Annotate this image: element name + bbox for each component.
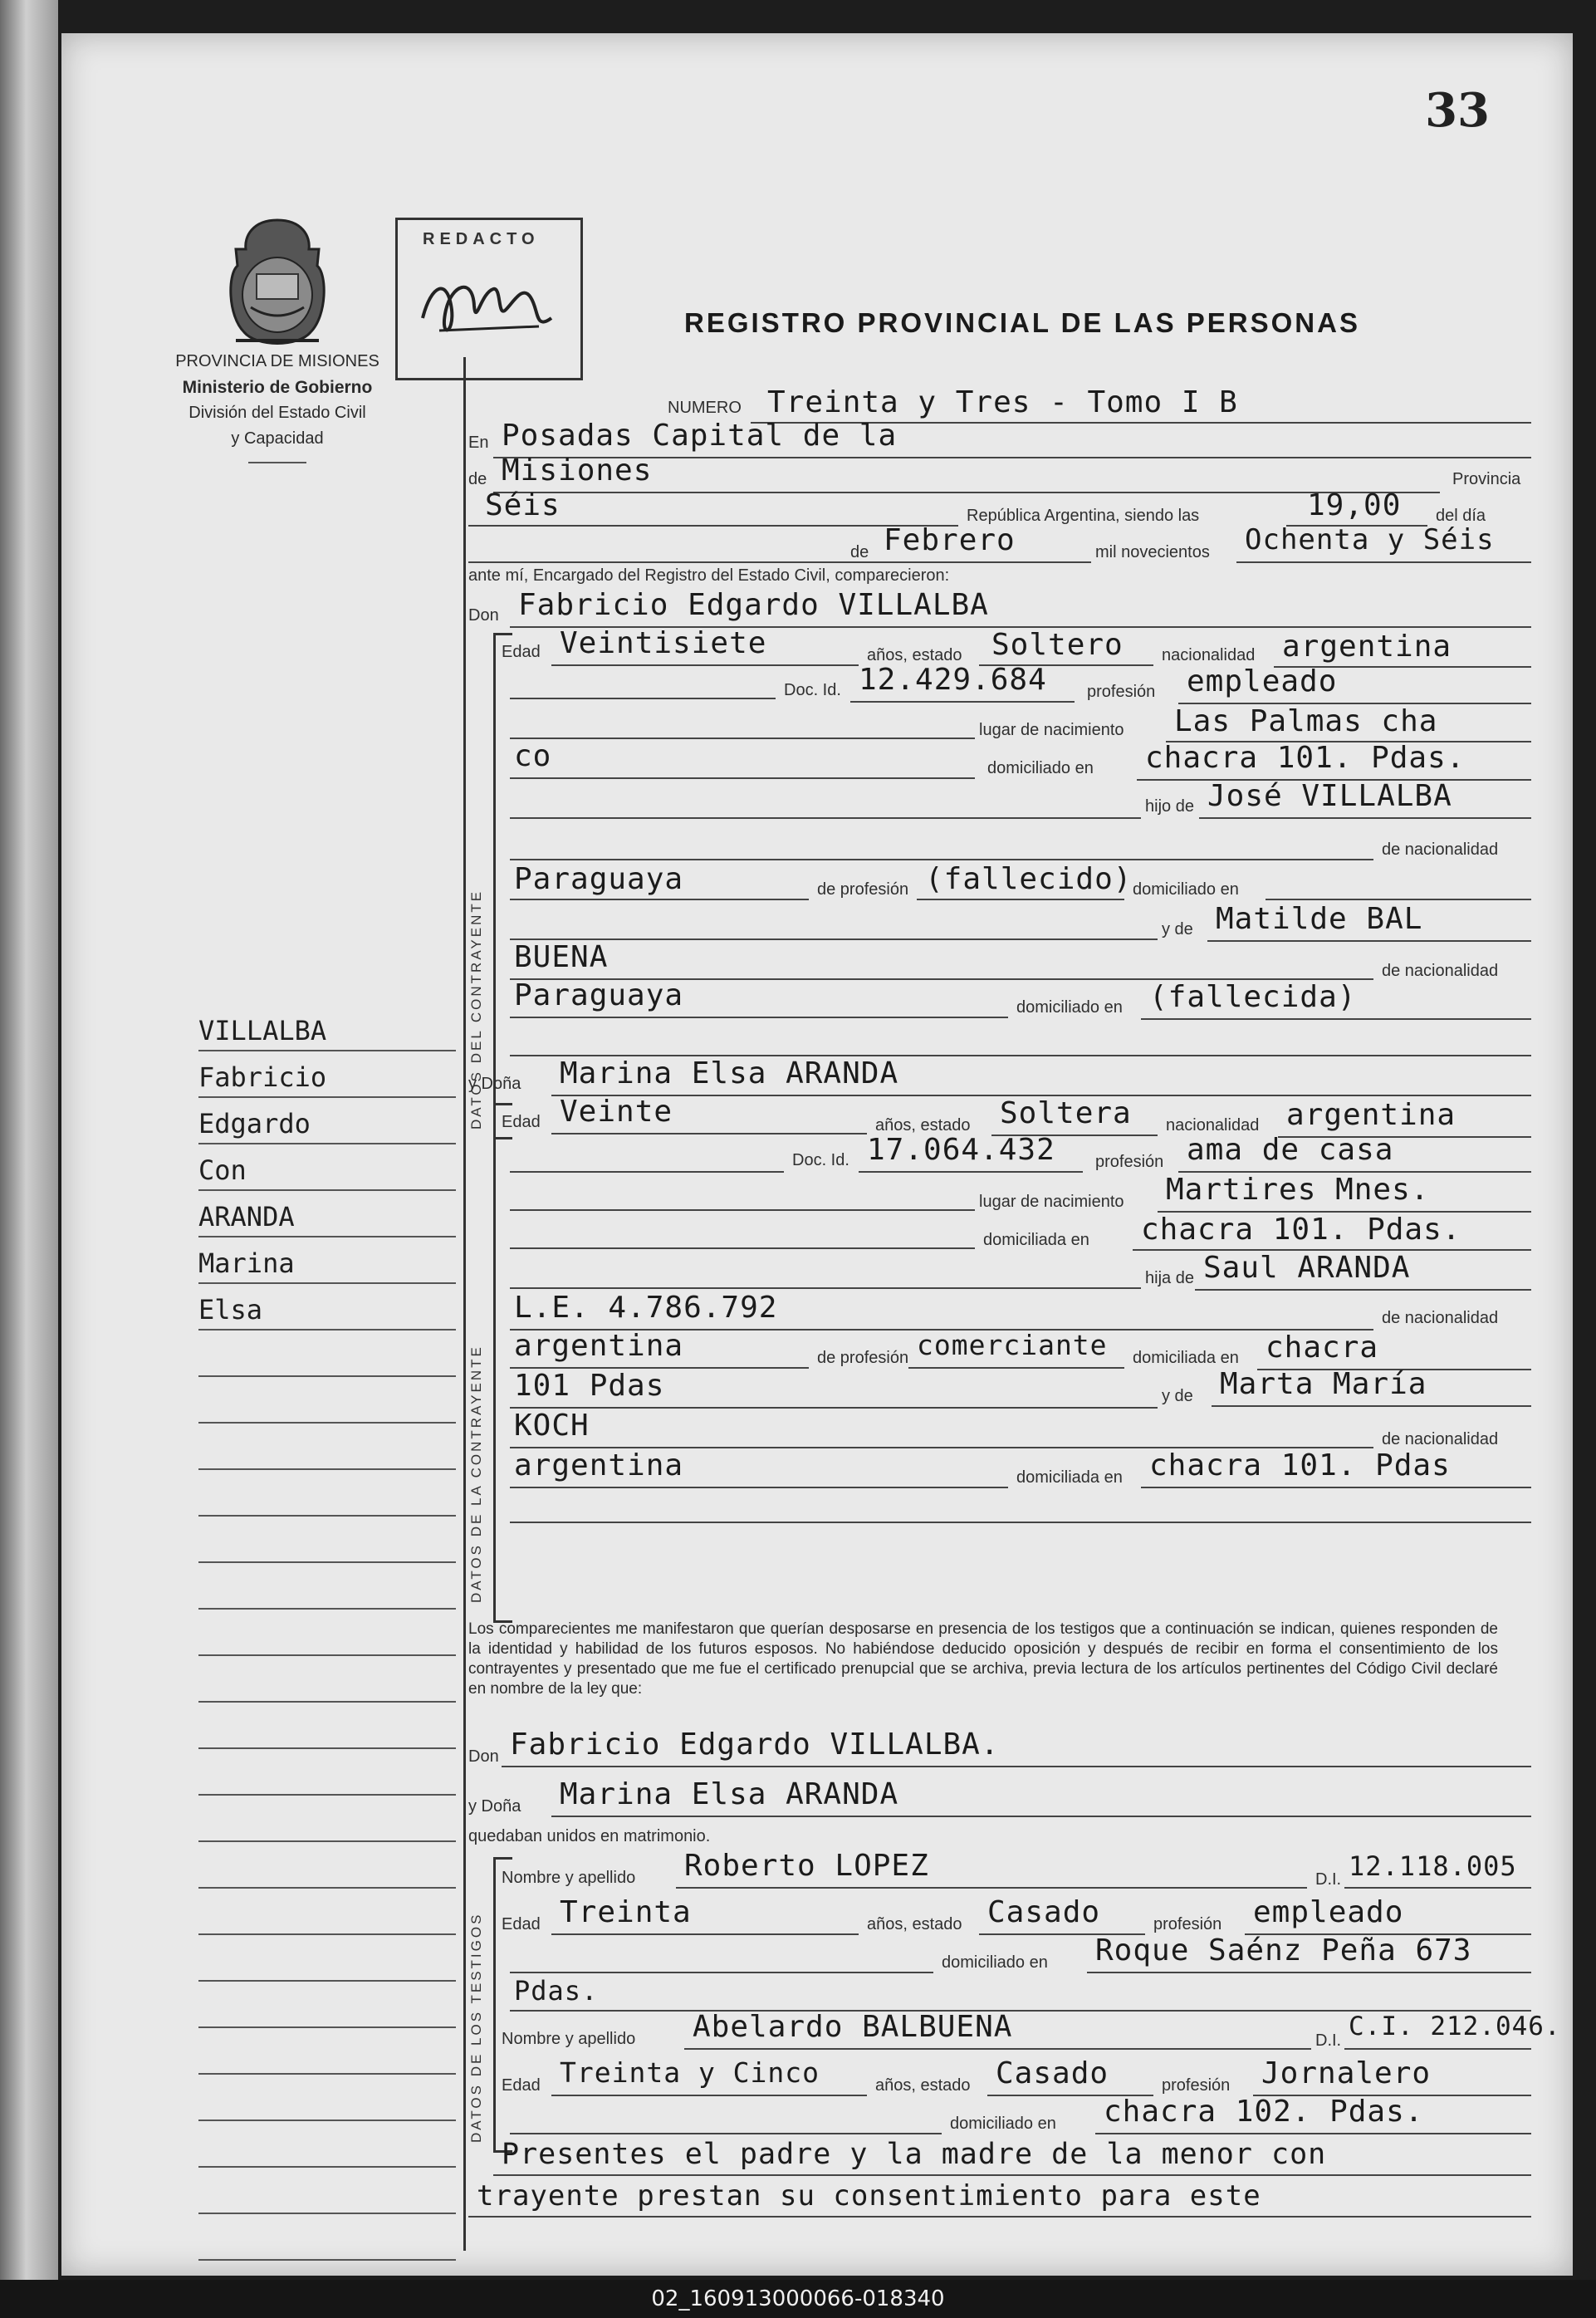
numero-label: NUMERO bbox=[668, 399, 742, 417]
witness-section-bracket bbox=[493, 1857, 512, 2153]
groom-father-prof-line bbox=[917, 899, 1124, 900]
margin-blank-line bbox=[198, 1377, 456, 1424]
domiciliada-en-label: domiciliada en bbox=[1133, 1349, 1239, 1367]
witness-side-label: DATOS DE LOS TESTIGOS bbox=[468, 1912, 484, 2143]
estado-label: años, estado bbox=[867, 646, 962, 664]
witness2-dom-line bbox=[1095, 2133, 1531, 2134]
margin-name: Marina bbox=[198, 1237, 456, 1284]
margin-name: Elsa bbox=[198, 1284, 456, 1331]
margin-blank-line bbox=[198, 1517, 456, 1563]
witness2-name-line bbox=[684, 2048, 1311, 2050]
left-page-edge bbox=[0, 0, 58, 2280]
margin-blank-line bbox=[198, 1749, 456, 1796]
witness2-di-line bbox=[1344, 2048, 1531, 2050]
witness1-name: Roberto LOPEZ bbox=[684, 1849, 929, 1883]
nombre-label: Nombre y apellido bbox=[502, 1869, 636, 1887]
bride-father-prof: comerciante bbox=[917, 1329, 1108, 1361]
witness1-dom-line bbox=[1087, 1972, 1531, 1973]
bride-name: Marina Elsa ARANDA bbox=[560, 1056, 899, 1090]
union-groom-line bbox=[502, 1766, 1531, 1767]
bride-father-doc: L.E. 4.786.792 bbox=[514, 1291, 778, 1325]
de-profesion-label: de profesión bbox=[817, 880, 909, 899]
margin-blank-line bbox=[198, 2075, 456, 2121]
groom-mother-nac-line bbox=[510, 1017, 1008, 1018]
margin-name: Fabricio bbox=[198, 1051, 456, 1098]
bride-doc: 17.064.432 bbox=[867, 1133, 1055, 1167]
groom-age: Veintisiete bbox=[560, 626, 767, 660]
witness1-dom-cont: Pdas. bbox=[514, 1975, 599, 2007]
bride-doc-line bbox=[859, 1171, 1083, 1173]
year-line bbox=[1236, 561, 1531, 563]
lugar-label: lugar de nacimiento bbox=[979, 721, 1124, 739]
republica-label: República Argentina, siendo las bbox=[967, 507, 1200, 525]
domiciliado-en-label: domiciliado en bbox=[1133, 880, 1239, 899]
groom-mother: Matilde BAL bbox=[1216, 902, 1423, 936]
witness2-age: Treinta y Cinco bbox=[560, 2056, 820, 2089]
nacionalidad-label: nacionalidad bbox=[1166, 1116, 1260, 1134]
groom-father-prof: (fallecido) bbox=[925, 862, 1133, 896]
bride-side-label: DATOS DE LA CONTRAYENTE bbox=[468, 1345, 484, 1603]
blank-line bbox=[510, 698, 776, 699]
union-bride-line bbox=[551, 1816, 1531, 1817]
groom-domicilio: chacra 101. Pdas. bbox=[1145, 741, 1466, 775]
margin-blank-line bbox=[198, 2121, 456, 2168]
blank-line bbox=[510, 817, 1141, 819]
bride-father-dom-cont-line bbox=[510, 1407, 1158, 1409]
bride-mother-line bbox=[1212, 1405, 1531, 1407]
doc-label: Doc. Id. bbox=[784, 681, 841, 699]
witness2-profesion: Jornalero bbox=[1261, 2056, 1432, 2090]
witness2-estado: Casado bbox=[996, 2056, 1109, 2090]
bride-section-bracket bbox=[493, 1103, 512, 1623]
domicilio-label: domiciliado en bbox=[950, 2115, 1056, 2133]
coat-of-arms-seal-icon bbox=[219, 216, 335, 357]
witness1-domicilio: Roque Saénz Peña 673 bbox=[1095, 1933, 1472, 1968]
di-label: D.I. bbox=[1315, 1870, 1342, 1889]
groom-name: Fabricio Edgardo VILLALBA bbox=[518, 588, 989, 622]
doc-label: Doc. Id. bbox=[792, 1151, 849, 1169]
groom-father-nac: Paraguaya bbox=[514, 862, 684, 896]
province-value: Misiones bbox=[502, 453, 653, 488]
provincia-label: Provincia bbox=[1452, 470, 1521, 488]
bride-father-dom-cont: 101 Pdas bbox=[514, 1369, 665, 1403]
bride-estado: Soltera bbox=[1000, 1096, 1132, 1130]
bride-father-line bbox=[1195, 1289, 1531, 1291]
margin-blank-line bbox=[198, 1470, 456, 1517]
note-line bbox=[468, 2216, 1531, 2218]
bride-father: Saul ARANDA bbox=[1203, 1251, 1411, 1285]
blank-line bbox=[510, 1171, 784, 1173]
capacity-line: y Capacidad bbox=[231, 429, 324, 448]
ministry-line: Ministerio de Gobierno bbox=[182, 378, 373, 397]
margin-blank-line bbox=[198, 1935, 456, 1982]
bride-mother-cont: KOCH bbox=[514, 1409, 590, 1443]
estado-label: años, estado bbox=[875, 1116, 971, 1134]
bride-mother-nac-line bbox=[510, 1487, 1008, 1488]
groom-father-nac-line bbox=[510, 899, 809, 900]
margin-blank-line bbox=[198, 1656, 456, 1703]
witness1-name-line bbox=[676, 1887, 1307, 1889]
blank-line bbox=[510, 859, 1373, 860]
margin-blank-line bbox=[198, 2214, 456, 2261]
de-mes-label: de bbox=[850, 543, 869, 561]
de-nacionalidad-label: de nacionalidad bbox=[1382, 962, 1499, 980]
witness2-age-line bbox=[551, 2095, 867, 2096]
groom-father-line bbox=[1199, 817, 1531, 819]
profesion-label: profesión bbox=[1087, 683, 1156, 701]
domicilio-label: domiciliada en bbox=[983, 1231, 1089, 1249]
witness2-di: C.I. 212.046. bbox=[1349, 2012, 1561, 2041]
margin-blank-line bbox=[198, 1889, 456, 1935]
margin-blank-line bbox=[198, 1703, 456, 1749]
groom-nacionalidad: argentina bbox=[1282, 630, 1452, 664]
bride-mother-dom-line bbox=[1141, 1487, 1531, 1488]
groom-mother-nac: Paraguaya bbox=[514, 978, 684, 1012]
margin-blank-line bbox=[198, 1424, 456, 1470]
en-value: Posadas Capital de la bbox=[502, 419, 898, 453]
ante-text: ante mí, Encargado del Registro del Estado Civil, comparecieron: bbox=[468, 566, 950, 585]
edad-label: Edad bbox=[502, 2076, 541, 2095]
year-value: Ochenta y Séis bbox=[1245, 523, 1495, 556]
day-value: Séis bbox=[485, 488, 561, 522]
bride-mother: Marta María bbox=[1220, 1367, 1427, 1401]
bride-mother-nac: argentina bbox=[514, 1448, 684, 1482]
nombre-label: Nombre y apellido bbox=[502, 2030, 636, 2048]
bride-profesion: ama de casa bbox=[1187, 1133, 1394, 1167]
blank-line bbox=[510, 1247, 975, 1249]
profesion-label: profesión bbox=[1153, 1915, 1222, 1933]
redacto-label: REDACTO bbox=[423, 230, 540, 248]
bride-lugar: Martires Mnes. bbox=[1166, 1173, 1430, 1207]
don-label: Don bbox=[468, 1747, 499, 1766]
margin-blank-line bbox=[198, 1842, 456, 1889]
province-line bbox=[493, 492, 1440, 493]
en-label: En bbox=[468, 434, 489, 452]
witness2-name: Abelardo BALBUENA bbox=[693, 2010, 1013, 2044]
edad-label: Edad bbox=[502, 1113, 541, 1131]
union-groom: Fabricio Edgardo VILLALBA. bbox=[510, 1727, 1000, 1762]
groom-father: José VILLALBA bbox=[1207, 779, 1452, 813]
groom-lugar-cont-line bbox=[510, 777, 975, 779]
groom-side-label: DATOS DEL CONTRAYENTE bbox=[468, 889, 484, 1130]
matrimonio-text: quedaban unidos en matrimonio. bbox=[468, 1827, 711, 1845]
margin-blank-line bbox=[198, 1982, 456, 2028]
domiciliada-en-label: domiciliada en bbox=[1016, 1468, 1123, 1487]
bride-father-dom: chacra bbox=[1266, 1331, 1379, 1365]
blank-line bbox=[510, 1287, 1141, 1289]
redacto-stamp bbox=[395, 218, 583, 380]
groom-doc: 12.429.684 bbox=[859, 663, 1047, 697]
dona-label: y Doña bbox=[468, 1797, 521, 1816]
estado-label: años, estado bbox=[875, 2076, 971, 2095]
edad-label: Edad bbox=[502, 1915, 541, 1933]
margin-blank-line bbox=[198, 2028, 456, 2075]
de-nacionalidad-label: de nacionalidad bbox=[1382, 1309, 1499, 1327]
groom-section-bracket bbox=[493, 633, 512, 1139]
blank-line bbox=[510, 738, 975, 739]
province-line: PROVINCIA DE MISIONES bbox=[175, 352, 379, 370]
y-de-label: y de bbox=[1162, 920, 1193, 938]
note-line bbox=[493, 2174, 1531, 2176]
margin-name: Edgardo bbox=[198, 1098, 456, 1144]
margin-notes bbox=[198, 1005, 456, 2261]
witness1-estado: Casado bbox=[987, 1895, 1101, 1929]
del-dia-label: del día bbox=[1436, 507, 1486, 525]
nacionalidad-label: nacionalidad bbox=[1162, 646, 1256, 664]
groom-mother-line bbox=[1207, 940, 1531, 942]
margin-blank-line bbox=[198, 1563, 456, 1610]
witness1-age: Treinta bbox=[560, 1895, 692, 1929]
domicilio-label: domiciliado en bbox=[987, 759, 1094, 777]
hour-value: 19,00 bbox=[1307, 488, 1402, 522]
bride-nacionalidad: argentina bbox=[1286, 1098, 1456, 1132]
page-number: 33 bbox=[1425, 83, 1490, 138]
margin-blank-line bbox=[198, 1796, 456, 1842]
month-line bbox=[468, 561, 1091, 563]
witness1-di: 12.118.005 bbox=[1349, 1850, 1517, 1882]
groom-lugar: Las Palmas cha bbox=[1174, 704, 1438, 738]
estado-label: años, estado bbox=[867, 1915, 962, 1933]
bride-father-nac: argentina bbox=[514, 1329, 684, 1363]
declaration-text: Los comparecientes me manifestaron que querían desposarse en presencia de los testigos que a continuación se indican, quienes responden de la identidad y habilidad de los futuros esposos. No habiéndose deducido oposición y después de recibir en forma el consentimiento de los contrayentes y presentado que me fue el certificado prenupcial que se archiva, previa lectura de los artículos pertinentes del Código Civil declaré en nombre de la ley que: bbox=[468, 1620, 1498, 1698]
document-page bbox=[61, 33, 1573, 2276]
groom-age-line bbox=[551, 664, 859, 666]
handwritten-initial-icon bbox=[414, 260, 564, 351]
groom-father-dom-line bbox=[1266, 899, 1531, 900]
groom-estado: Soltero bbox=[991, 628, 1124, 662]
domiciliado-en-label: domiciliado en bbox=[1016, 998, 1123, 1017]
mil-label: mil novecientos bbox=[1095, 543, 1210, 561]
witness1-di-line bbox=[1344, 1887, 1531, 1889]
lugar-label: lugar de nacimiento bbox=[979, 1193, 1124, 1211]
margin-blank-line bbox=[198, 2168, 456, 2214]
don-label: Don bbox=[468, 606, 499, 625]
document-title: REGISTRO PROVINCIAL DE LAS PERSONAS bbox=[684, 307, 1360, 338]
bride-domicilio: chacra 101. Pdas. bbox=[1141, 1213, 1461, 1247]
blank-line bbox=[510, 1522, 1531, 1523]
de-nacionalidad-label: de nacionalidad bbox=[1382, 840, 1499, 859]
bride-age: Veinte bbox=[560, 1095, 673, 1129]
de-label: de bbox=[468, 470, 487, 488]
margin-blank-line bbox=[198, 1610, 456, 1656]
consent-note-line2: trayente prestan su consentimiento para este bbox=[477, 2179, 1261, 2213]
division-line: División del Estado Civil bbox=[188, 404, 366, 422]
witness1-profesion: empleado bbox=[1253, 1895, 1404, 1929]
groom-mother-dom: (fallecida) bbox=[1149, 980, 1357, 1014]
domicilio-label: domiciliado en bbox=[942, 1953, 1048, 1972]
y-de-label: y de bbox=[1162, 1387, 1193, 1405]
profesion-label: profesión bbox=[1162, 2076, 1231, 2095]
bride-age-line bbox=[551, 1133, 867, 1134]
margin-surname: ARANDA bbox=[198, 1191, 456, 1237]
groom-lugar-cont: co bbox=[514, 739, 552, 773]
union-bride: Marina Elsa ARANDA bbox=[560, 1777, 899, 1811]
de-profesion-label: de profesión bbox=[817, 1349, 909, 1367]
consent-note-line1: Presentes el padre y la madre de la menor con bbox=[502, 2138, 1327, 2171]
bride-mother-dom: chacra 101. Pdas bbox=[1149, 1448, 1451, 1482]
witness2-domicilio: chacra 102. Pdas. bbox=[1104, 2095, 1424, 2129]
margin-conjunction: Con bbox=[198, 1144, 456, 1191]
di-label: D.I. bbox=[1315, 2031, 1342, 2050]
groom-mother-dom-line bbox=[1141, 1018, 1531, 1020]
hijo-label: hijo de bbox=[1145, 797, 1194, 816]
blank-line bbox=[510, 1972, 933, 1973]
image-caption: 02_160913000066-018340 bbox=[0, 2280, 1596, 2318]
margin-blank-line bbox=[198, 1331, 456, 1377]
groom-mother-cont: BUENA bbox=[514, 940, 609, 974]
edad-label: Edad bbox=[502, 643, 541, 661]
bride-father-prof-line bbox=[908, 1367, 1124, 1369]
de-nacionalidad-label: de nacionalidad bbox=[1382, 1430, 1499, 1448]
blank-line bbox=[510, 2133, 942, 2134]
month-value: Febrero bbox=[884, 523, 1016, 557]
groom-profesion: empleado bbox=[1187, 664, 1338, 698]
numero-value: Treinta y Tres - Tomo I B bbox=[767, 385, 1238, 419]
profesion-label: profesión bbox=[1095, 1153, 1164, 1171]
dona-label: y Doña bbox=[468, 1075, 521, 1093]
hija-label: hija de bbox=[1145, 1269, 1194, 1287]
groom-doc-line bbox=[850, 701, 1075, 703]
witness1-age-line bbox=[551, 1933, 859, 1935]
margin-surname: VILLALBA bbox=[198, 1005, 456, 1051]
blank-line bbox=[510, 1209, 975, 1211]
